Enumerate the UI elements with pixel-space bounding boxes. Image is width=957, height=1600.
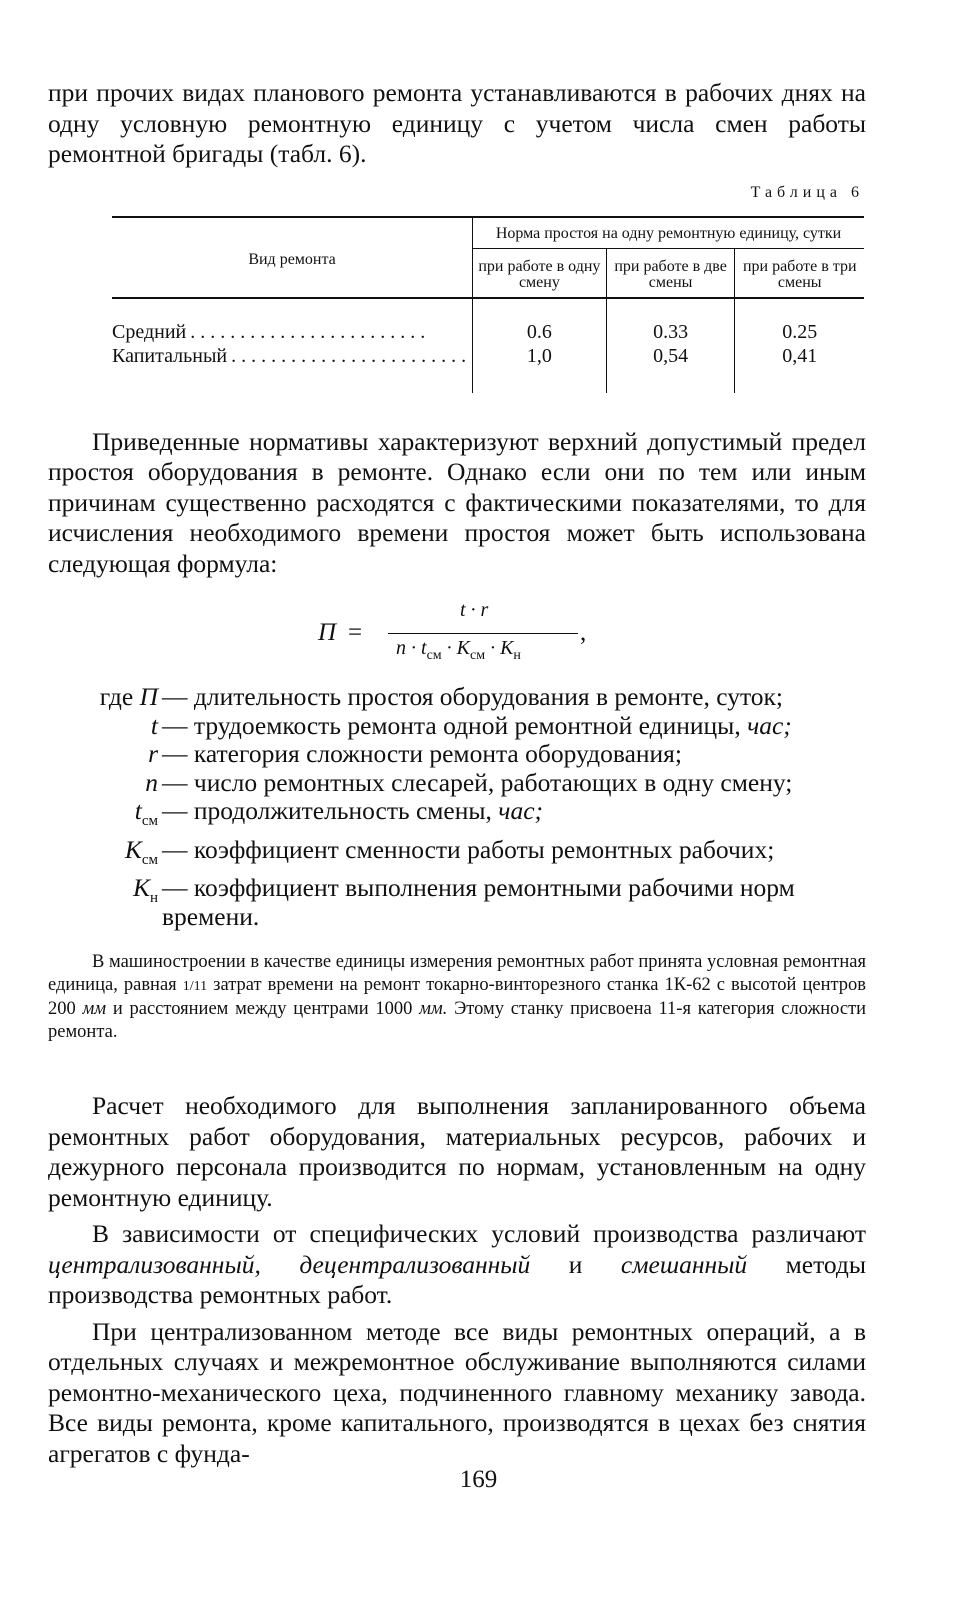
header-repair-kind: Вид ремонта	[112, 217, 473, 298]
cell-medium-three: 0.25	[782, 320, 818, 343]
table-row: Капитальный ........................ 1,0 0,54 0,41	[112, 344, 864, 393]
cell-medium-one: 0.6	[473, 298, 607, 344]
header-three-shifts: при работе в три смены	[735, 248, 864, 298]
definition-item: r — категория сложности ремонта оборудования;	[148, 739, 682, 768]
paragraph-calculation: Расчет необходимого для выполнения запланированного объема ремонтных работ оборудования, материальных ресурсов, рабочих и дежурного персонала производится по нормам, установленным на одну ремонтную единицу.	[48, 1091, 866, 1212]
formula-definitions	[48, 683, 866, 931]
downtime-norms-table	[112, 216, 864, 393]
cell-capital-three: 0,41	[782, 344, 818, 367]
page-number: 169	[459, 1466, 498, 1493]
definition-item: n — число ремонтных слесарей, работающих в одну смену;	[145, 767, 793, 797]
header-downtime-norm: Норма простоя на одну ремонтную единицу, сутки	[473, 217, 864, 249]
cell-capital-one: 1,0	[473, 344, 607, 393]
paragraph-norms: Приведенные нормативы характеризуют верхний допустимый предел простоя оборудования в ремонте. Однако если они по тем или иным причинам существенно расходятся с фактическими показателями, то для исчисления необходимого времени простоя может быть использована следующая формула:	[48, 426, 866, 578]
book-page	[48, 78, 866, 1469]
header-two-shifts: при работе в две смены	[606, 248, 735, 298]
formula-fraction-bar	[388, 633, 578, 634]
row-kind-medium: Средний	[112, 320, 187, 343]
formula-equals: =	[348, 619, 363, 646]
paragraph-methods: В зависимости от специфических условий производства различают централизованный, децентрализованный и смешанный методы производства ремонтных работ.	[48, 1219, 866, 1310]
header-one-shift: при работе в одну смену	[473, 248, 607, 298]
downtime-formula: П = t · r $n \cdot t_{см} \cdot K_{см} \cdot K_н$ ,	[318, 599, 587, 663]
intro-paragraph: при прочих видах планового ремонта устанавливаются в рабочих днях на одну условную ремонтную единицу с учетом числа смен работы ремонтной бригады (табл. 6).	[48, 78, 866, 168]
cell-capital-two: 0,54	[606, 344, 735, 393]
definition-item: $K_н$ — коэффициент выполнения ремонтными рабочими норм времени.	[132, 873, 795, 931]
row-kind-capital: Капитальный	[112, 344, 228, 367]
table-caption: Таблица 6	[750, 183, 864, 201]
formula-lhs: П	[318, 619, 337, 646]
cell-medium-two: 0.33	[606, 298, 735, 344]
table-row: Средний ........................ 0.6 0.33 0.25	[112, 298, 864, 344]
definition-item: $K_{см}$ — коэффициент сменности работы ремонтных рабочих;	[124, 834, 775, 868]
definition-item: где П — длительность простоя оборудования в ремонте, суток;	[99, 682, 783, 711]
paragraph-centralized: При централизованном методе все виды ремонтных операций, а в отдельных случаях и межремонтное обслуживание выполняются силами ремонтно-механического цеха, подчиненного главному механику завода. Все виды ремонта, кроме капитального, производятся в цехах без снятия агрегатов с фунда-	[48, 1316, 866, 1468]
definition-item: $t_{см}$ — продолжительность смены, час;	[134, 796, 544, 830]
formula-denominator: $n \cdot t_{см} \cdot K_{см} \cdot K_н$	[396, 637, 521, 663]
formula-numerator: t · r	[460, 599, 489, 621]
definition-item: t — трудоемкость ремонта одной ремонтной единицы, час;	[150, 710, 792, 740]
footnote-repair-unit: В машиностроении в качестве единицы измерения ремонтных работ принята условная ремонтная единица, равная 1/11 затрат времени на ремонт токарно-винторезного станка 1К-62 с высотой центров 200 мм и расстоянием между центрами 1000 мм. Этому станку присвоена 11-я категория сложности ремонта.	[48, 952, 867, 1042]
